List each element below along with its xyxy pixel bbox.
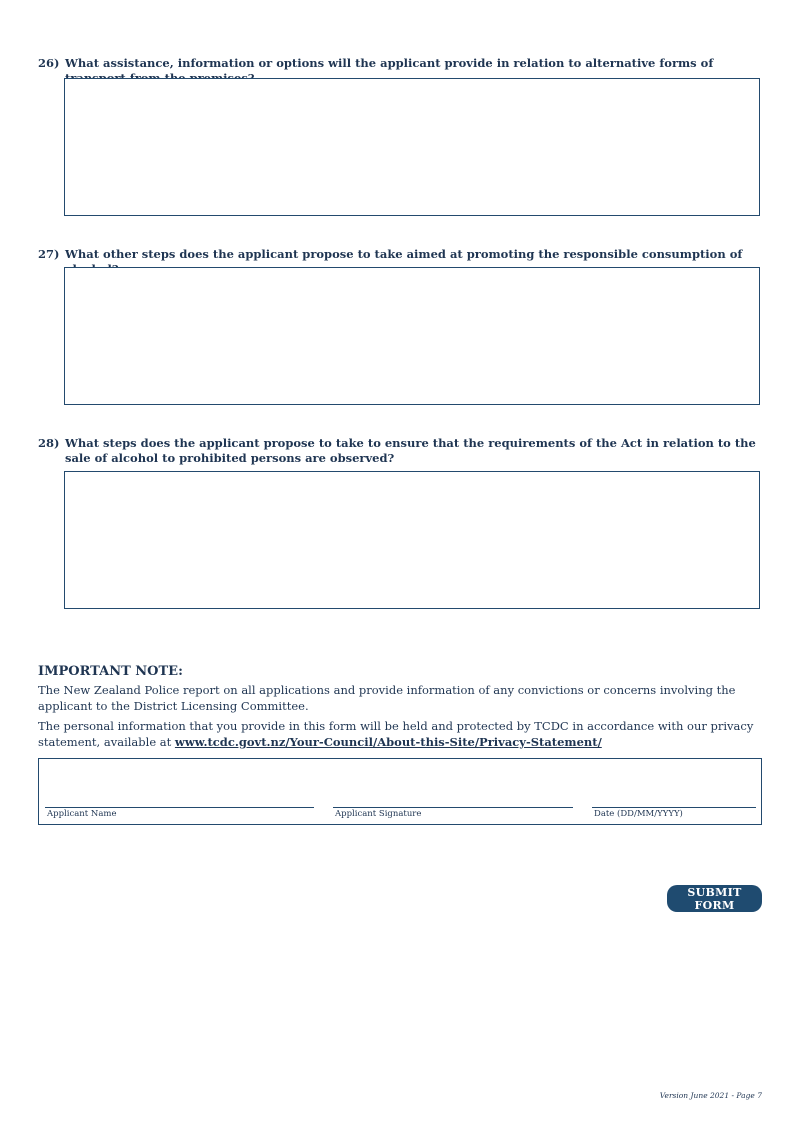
page-number: Page 7 [736,1091,762,1100]
question-28 [38,436,763,466]
important-note [38,664,763,754]
privacy-statement-link[interactable]: www.tcdc.govt.nz/Your-Council/About-this-Site/Privacy-Statement/ [174,735,602,749]
page-footer [660,1091,762,1100]
note-heading: IMPORTANT NOTE: [38,664,183,679]
question-text: What assistance, information or options will the applicant provide in relation to alternative forms of [65,56,714,70]
question-number: 27) [38,247,60,261]
answer-28-textarea[interactable] [64,471,760,609]
submit-form-button[interactable]: SUBMIT FORM [667,885,762,912]
applicant-signature-field [333,759,573,824]
applicant-signature-input[interactable] [333,779,573,808]
question-text: What steps does the applicant propose to take to ensure that the requirements of the Act in relation to the sale of alcohol to prohibited persons are observed? [65,436,756,465]
applicant-signature-label: Applicant Signature [335,809,422,819]
date-field [592,759,756,824]
question-text: What other steps does the applicant propose to take aimed at promoting the responsible consumption of [65,247,743,261]
applicant-name-label: Applicant Name [47,809,117,819]
answer-26-textarea[interactable] [64,78,760,216]
date-label: Date (DD/MM/YYYY) [594,809,683,819]
question-number: 26) [38,56,60,70]
date-input[interactable] [592,779,756,808]
note-paragraph-privacy [38,718,763,750]
note-paragraph-police: The New Zealand Police report on all applications and provide information of any convictions or concerns involving the applicant to the District Licensing Committee. [38,683,736,713]
answer-27-textarea[interactable] [64,267,760,405]
applicant-name-input[interactable] [45,779,314,808]
applicant-name-field [45,759,314,824]
version-label: Version June 2021 - [659,1091,735,1100]
signature-block [38,758,762,825]
privacy-text: The personal information that you provide in this form will be held and protected by TCDC in accordance with our privacy statement, available at [38,719,754,749]
question-number: 28) [38,436,60,450]
